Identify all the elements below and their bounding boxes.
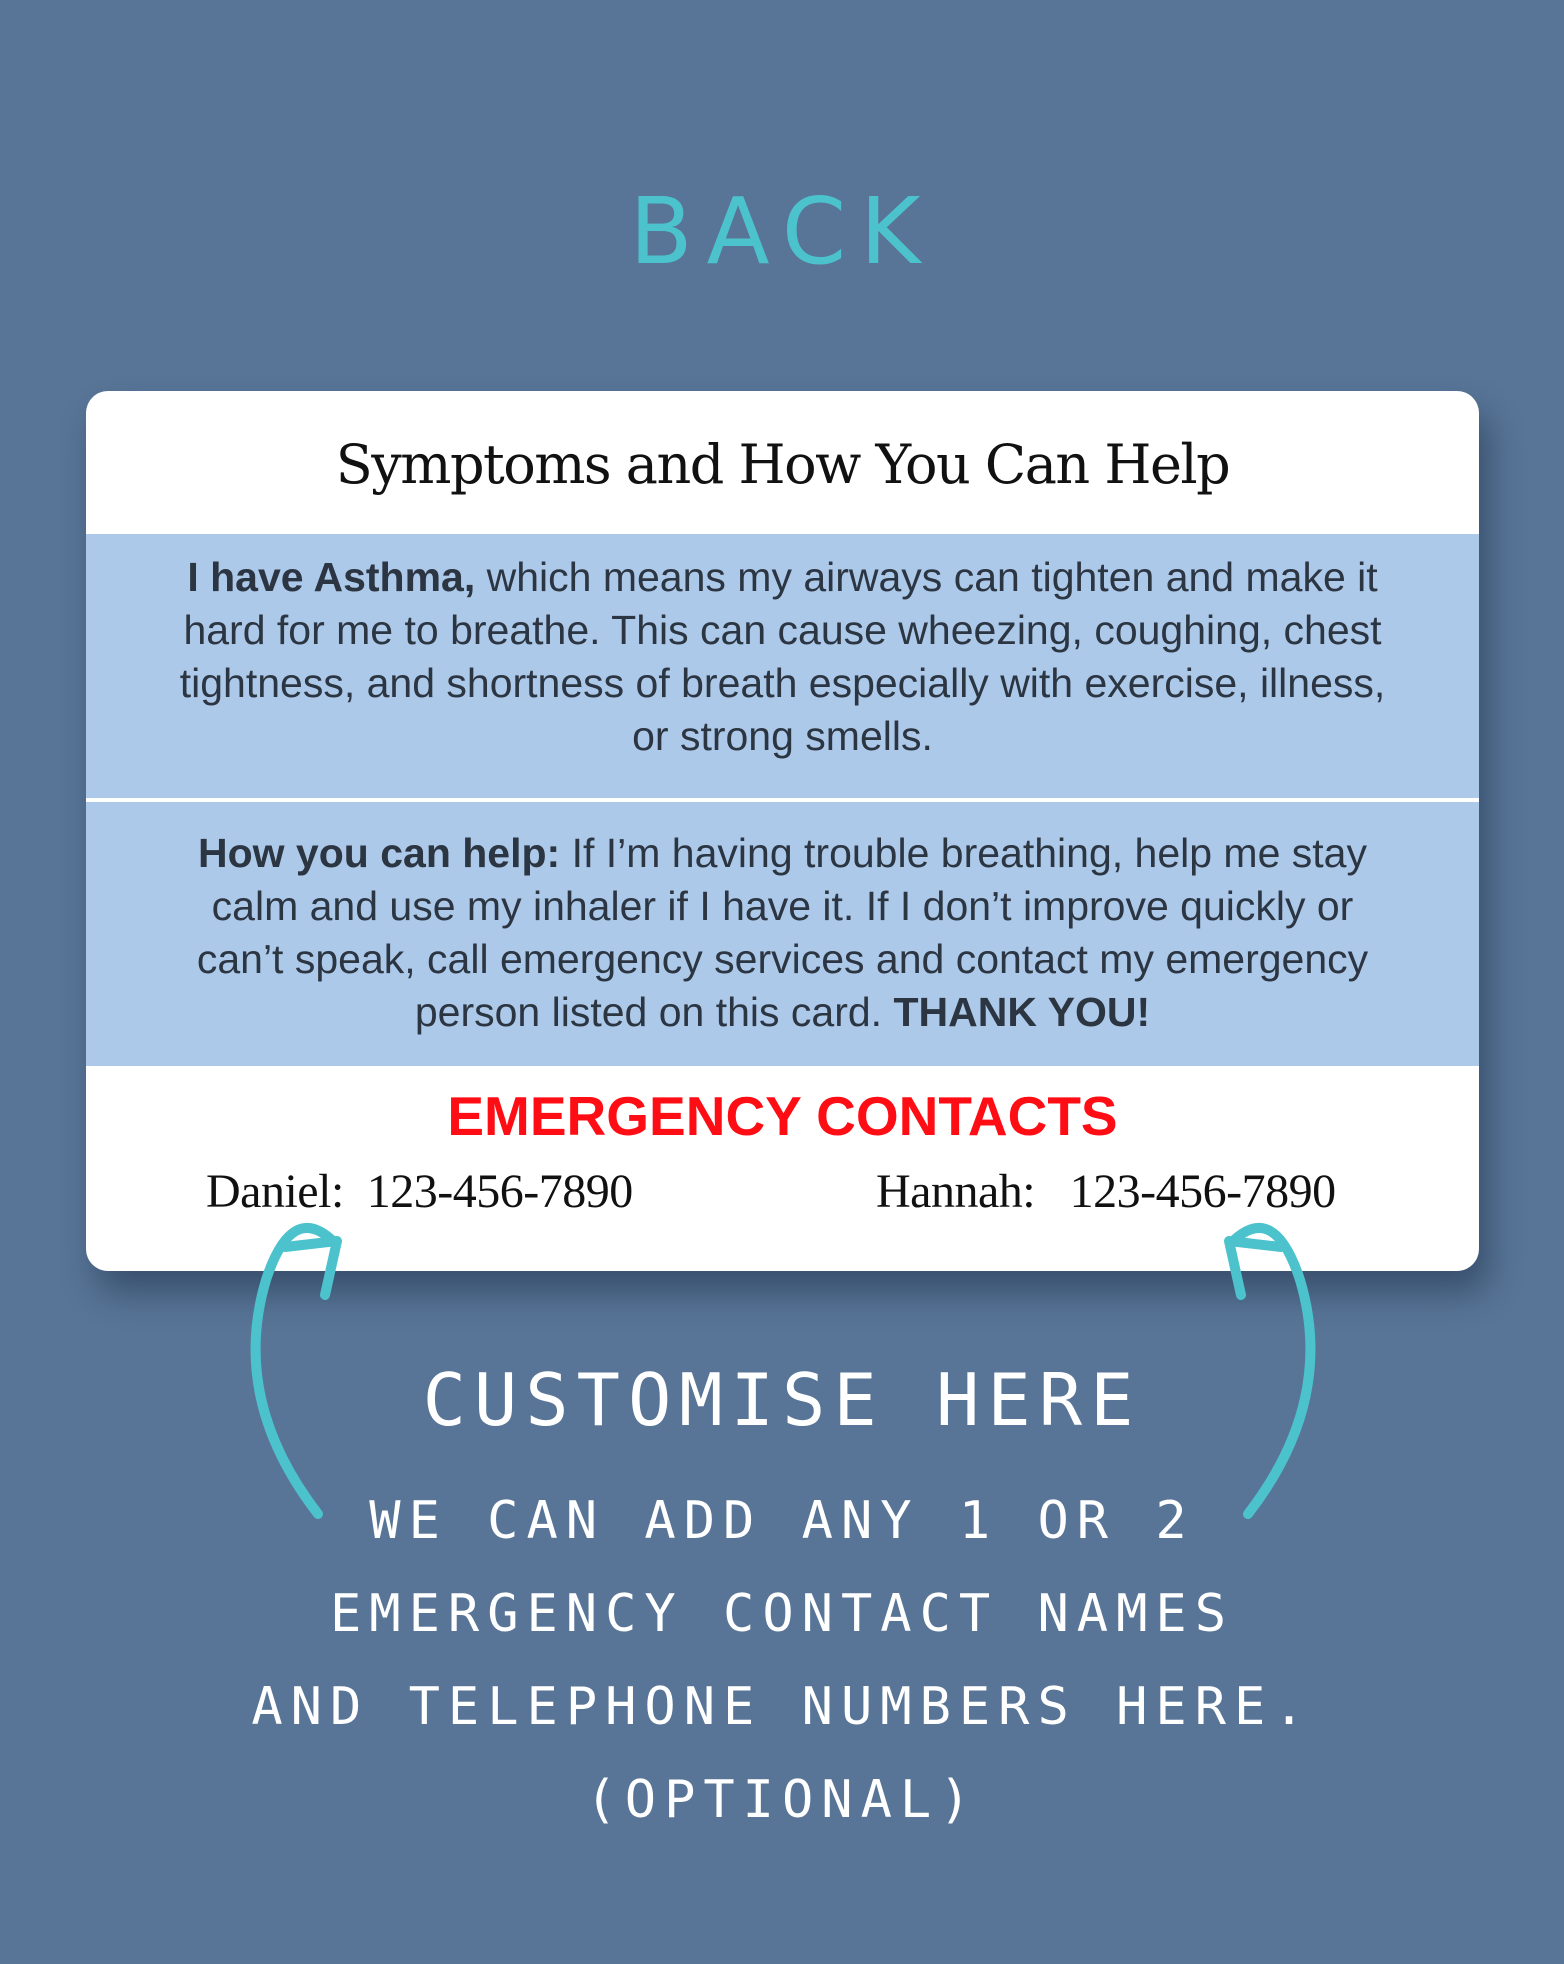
help-text: If I’m having trouble breathing, help me stay calm and use my inhaler if I have it. If I don’t improve quickly or can’t speak, call emergency services and contact my emergency person listed on this card. [196, 830, 1369, 1035]
note-line: WE CAN ADD ANY 1 OR 2 [369, 1491, 1195, 1551]
note-line: EMERGENCY CONTACT NAMES [329, 1584, 1235, 1644]
contact-name: Daniel: [206, 1165, 344, 1218]
customise-note [0, 1475, 1564, 1847]
customise-title: CUSTOMISE HERE [422, 1358, 1142, 1442]
note-line: AND TELEPHONE NUMBERS HERE. [251, 1677, 1313, 1737]
thank-you: THANK YOU! [893, 989, 1151, 1035]
asthma-text: which means my airways can tighten and make it hard for me to breathe. This can cause wheezing, coughing, chest tightness, and shortness of breath especially with exercise, illness, or strong smells. [179, 554, 1386, 759]
asthma-lead: I have Asthma, [187, 554, 476, 600]
page-heading: BACK [629, 178, 935, 285]
emergency-contacts-title: EMERGENCY CONTACTS [447, 1085, 1118, 1147]
contact-phone: 123-456-7890 [366, 1165, 633, 1218]
help-lead: How you can help: [198, 830, 561, 876]
contact-name: Hannah: [876, 1165, 1036, 1218]
note-line: (OPTIONAL) [585, 1770, 979, 1830]
card-title: Symptoms and How You Can Help [335, 433, 1230, 496]
contact-phone: 123-456-7890 [1069, 1165, 1336, 1218]
